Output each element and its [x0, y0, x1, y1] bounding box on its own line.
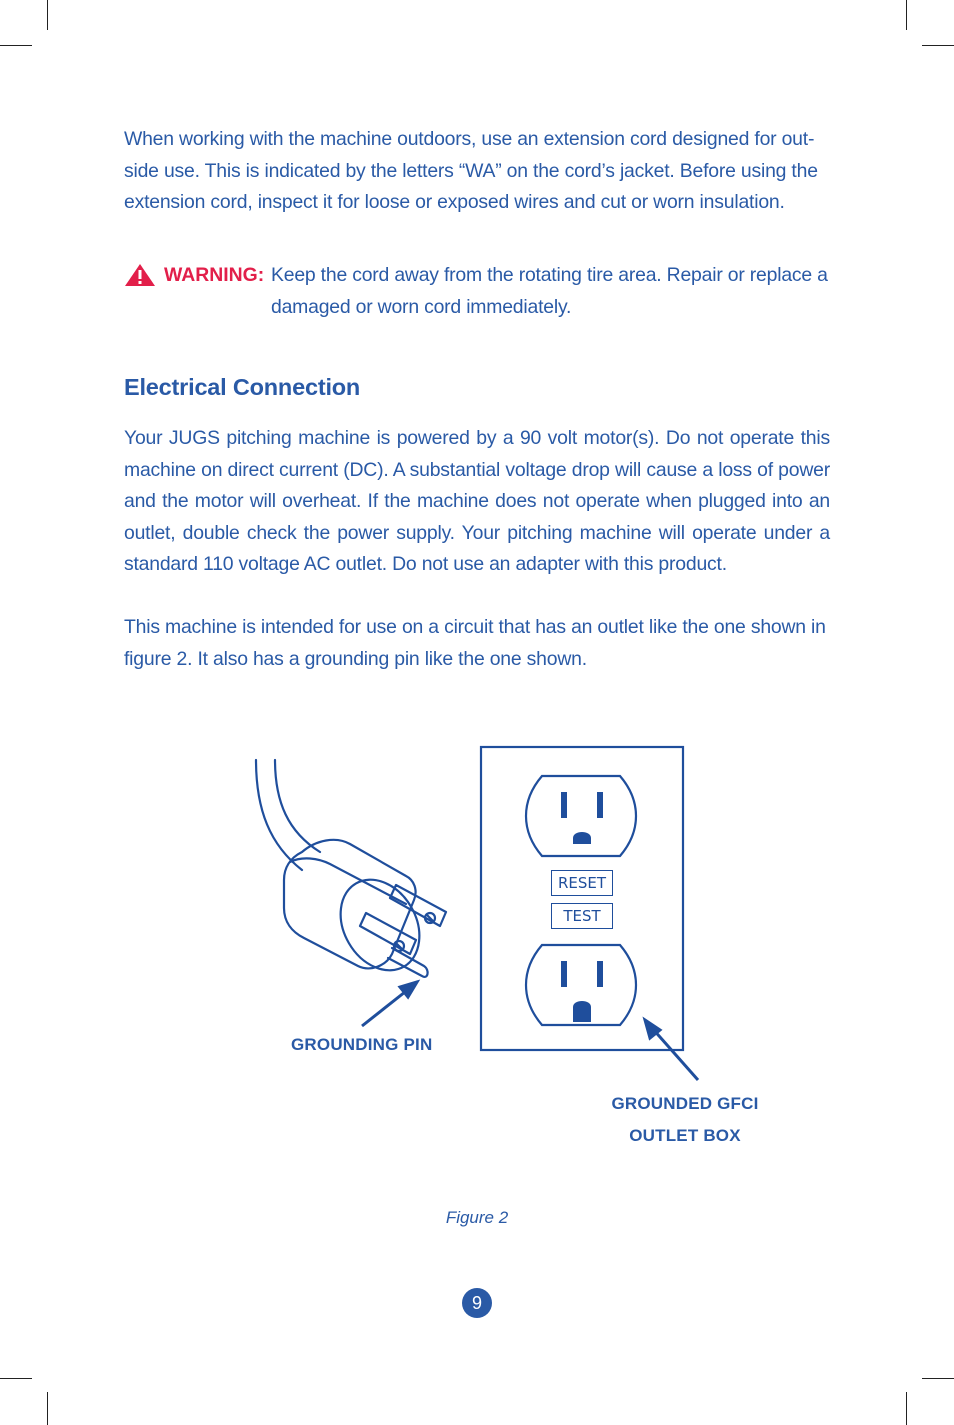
grounding-pin-arrow [362, 988, 410, 1026]
reset-label: RESET [557, 874, 607, 892]
section-heading: Electrical Connection [124, 374, 361, 400]
cord [256, 760, 302, 870]
crop-mark [922, 45, 954, 46]
crop-mark [906, 1392, 907, 1425]
outlet-box-arrow [652, 1028, 698, 1080]
outlet-label [600, 1088, 770, 1152]
test-label: TEST [563, 907, 601, 925]
outlet-label-line1: GROUNDED GFCI [611, 1094, 759, 1113]
figure-caption: Figure 2 [445, 1208, 509, 1227]
crop-mark [906, 0, 907, 30]
outlet-label-line2: OUTLET BOX [629, 1126, 741, 1145]
body-paragraph-circuit: This machine is intended for use on a circuit that has an outlet like the one shown in figure 2. It also has a grounding pin like the one shown. [124, 616, 826, 670]
crop-mark [0, 45, 32, 46]
figure-plug-and-outlet [240, 740, 780, 1160]
warning-text: Keep the cord away from the rotating tire area. Repair or replace a damaged or worn cord immediately. [271, 264, 828, 318]
warning-label: WARNING: [164, 264, 265, 286]
crop-mark [0, 1378, 32, 1379]
intro-paragraph: When working with the machine outdoors, use an extension cord designed for out- side use. This is indicated by the letters “WA” on the cord’s jacket. Before using the extension cord, inspect it for loose or exposed wires and cut or worn insulation. [124, 128, 818, 213]
crop-mark [922, 1378, 954, 1379]
reset-button [551, 870, 613, 896]
grounding-pin-label: GROUNDING PIN [291, 1035, 433, 1054]
crop-mark [47, 1392, 48, 1425]
page-number: 9 [462, 1288, 492, 1318]
plug-prong [360, 913, 416, 954]
test-button [551, 903, 613, 929]
body-paragraph-power: Your JUGS pitching machine is powered by a 90 volt motor(s). Do not operate this machine on direct current (DC). A substantial voltage drop will cause a loss of power and the motor will overheat. If the machine does not operate when plugged into an outlet, double check the power supply. Your pitching machine will operate under a standard 110 voltage AC outlet. Do not use an adapter with this product. [124, 427, 830, 575]
crop-mark [47, 0, 48, 30]
warning-triangle-icon [124, 263, 156, 287]
